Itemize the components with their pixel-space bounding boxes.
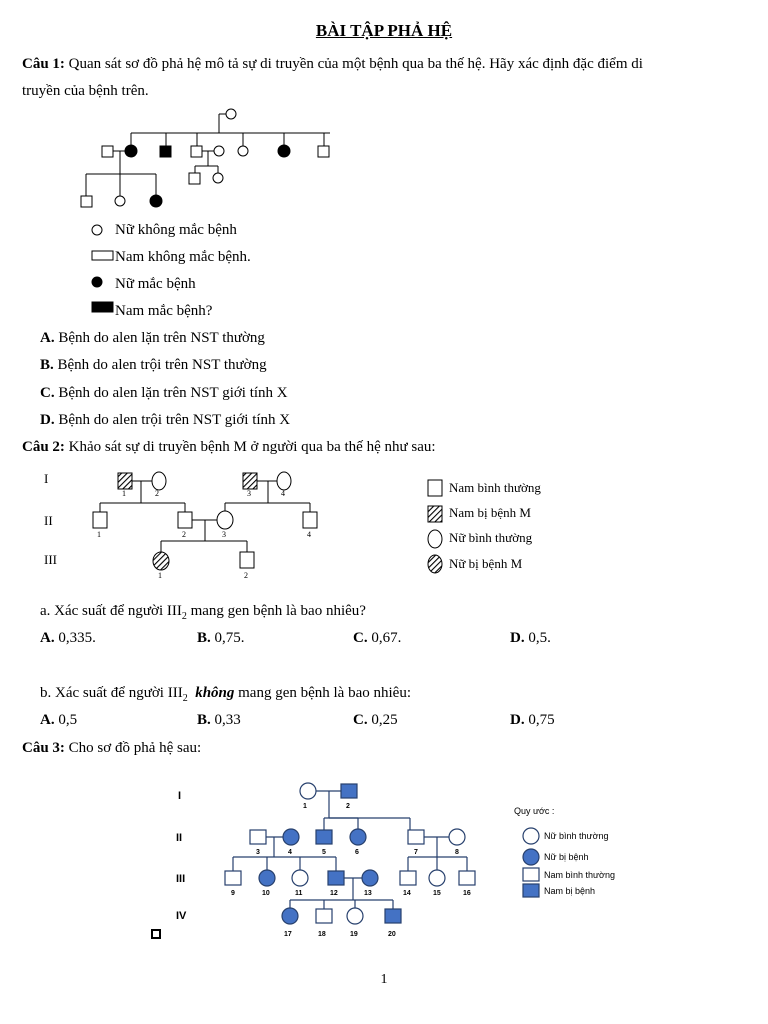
q2a-option-a-key: A. bbox=[40, 630, 55, 646]
q1-label: Câu 1: bbox=[22, 56, 65, 72]
q2a-option-b-text: 0,75. bbox=[214, 630, 245, 646]
q1-option-d-key: D. bbox=[40, 412, 55, 428]
q3-legend-male-normal: Nam bình thường bbox=[544, 870, 615, 880]
q2-gen-3: III bbox=[44, 552, 57, 567]
q2-legend-female-normal: Nữ bình thường bbox=[449, 530, 533, 545]
q3-num-18: 18 bbox=[318, 931, 326, 938]
q1-legend-female-affected: Nữ mắc bệnh bbox=[115, 276, 196, 292]
q1-option-d-text: Bệnh do alen trội trên NST giới tính X bbox=[58, 412, 291, 428]
q1-option-c-key: C. bbox=[40, 385, 55, 401]
q2-text: Khảo sát sự di truyền bệnh M ở người qua ba thế hệ như sau: bbox=[68, 439, 436, 455]
q2b-text-after: mang gen bệnh là bao nhiêu: bbox=[234, 685, 411, 701]
q3-num-1: 1 bbox=[303, 803, 307, 810]
q1-option-a-text: Bệnh do alen lặn trên NST thường bbox=[58, 330, 265, 346]
q1-legend-female-normal: Nữ không mắc bệnh bbox=[115, 222, 237, 238]
q2-gen-2: II bbox=[44, 513, 53, 528]
q2b-option-a-text: 0,5 bbox=[58, 712, 78, 728]
q2a-text-after: mang gen bệnh là bao nhiêu? bbox=[186, 603, 366, 619]
q2-num-ii1: 1 bbox=[97, 530, 101, 539]
q3-num-5: 5 bbox=[322, 849, 326, 856]
page-title: BÀI TẬP PHẢ HỆ bbox=[315, 21, 453, 40]
q2-num-iii2: 2 bbox=[244, 571, 248, 580]
q3-num-13: 13 bbox=[364, 890, 372, 897]
q2b-option-c-key: C. bbox=[353, 712, 368, 728]
q3-num-9: 9 bbox=[231, 890, 235, 897]
q2-num-iii1: 1 bbox=[158, 571, 162, 580]
q2-num-ii3: 3 bbox=[222, 530, 226, 539]
q2-num-ii4: 4 bbox=[307, 530, 311, 539]
q3-num-4: 4 bbox=[288, 849, 292, 856]
q3-text: Cho sơ đồ phả hệ sau: bbox=[68, 740, 202, 756]
q2-legend-male-normal: Nam bình thường bbox=[449, 480, 541, 495]
q3-num-20: 20 bbox=[388, 931, 396, 938]
q1-option-b-text: Bệnh do alen trội trên NST thường bbox=[57, 357, 267, 373]
q3-num-19: 19 bbox=[350, 931, 358, 938]
q1-legend-male-normal: Nam không mắc bệnh. bbox=[115, 249, 251, 265]
q2-num-ii2: 2 bbox=[182, 530, 186, 539]
q2-num-i3: 3 bbox=[247, 489, 251, 498]
q2b-emphasis: không bbox=[195, 685, 235, 701]
q2-num-i4: 4 bbox=[281, 489, 285, 498]
q2-legend-female-affected: Nữ bị bệnh M bbox=[449, 556, 523, 571]
q2b-option-c-text: 0,25 bbox=[371, 712, 398, 728]
q1-option-a-key: A. bbox=[40, 330, 55, 346]
q2b-text-before: b. Xác suất để người III bbox=[40, 685, 183, 701]
q1-text-1: Quan sát sơ đồ phả hệ mô tả sự di truyền của một bệnh qua ba thế hệ. Hãy xác định đặc điểm di bbox=[68, 56, 643, 72]
q2-num-i1: 1 bbox=[122, 489, 126, 498]
q3-gen-4: IV bbox=[176, 910, 187, 922]
q2b-option-d-text: 0,75 bbox=[528, 712, 555, 728]
q2a-text-before: a. Xác suất để người III bbox=[40, 603, 182, 619]
q1-option-b-key: B. bbox=[40, 357, 54, 373]
q3-gen-2: II bbox=[176, 832, 183, 844]
q3-num-11: 11 bbox=[295, 890, 303, 897]
q3-num-12: 12 bbox=[330, 890, 338, 897]
q3-num-15: 15 bbox=[433, 890, 441, 897]
q2b-option-b-key: B. bbox=[197, 712, 211, 728]
q3-num-3: 3 bbox=[256, 849, 260, 856]
q3-num-8: 8 bbox=[455, 849, 459, 856]
q1-option-c-text: Bệnh do alen lặn trên NST giới tính X bbox=[58, 385, 288, 401]
q1-text-2: truyền của bệnh trên. bbox=[22, 83, 149, 99]
q2a-option-c-key: C. bbox=[353, 630, 368, 646]
q3-gen-3: III bbox=[176, 873, 186, 885]
q3-num-16: 16 bbox=[463, 890, 471, 897]
q2b-option-a-key: A. bbox=[40, 712, 55, 728]
q3-num-6: 6 bbox=[355, 849, 359, 856]
q2-label: Câu 2: bbox=[22, 439, 65, 455]
q2a-option-a-text: 0,335. bbox=[58, 630, 96, 646]
q3-legend-title: Quy ước : bbox=[514, 806, 555, 816]
q3-legend-male-affected: Nam bị bệnh bbox=[544, 886, 596, 896]
q1-legend-male-affected: Nam mắc bệnh? bbox=[115, 303, 213, 319]
q3-num-14: 14 bbox=[403, 890, 411, 897]
q2-legend-male-affected: Nam bị bệnh M bbox=[449, 505, 531, 520]
q3-num-17: 17 bbox=[284, 931, 292, 938]
q2b-option-d-key: D. bbox=[510, 712, 525, 728]
q2a-subscript: 2 bbox=[181, 611, 187, 622]
q2b-option-b-text: 0,33 bbox=[214, 712, 241, 728]
q2a-option-d-text: 0,5. bbox=[528, 630, 551, 646]
q3-num-10: 10 bbox=[262, 890, 270, 897]
q3-num-7: 7 bbox=[414, 849, 418, 856]
q2b-subscript: 2 bbox=[182, 693, 188, 704]
q2-gen-1: I bbox=[44, 471, 49, 486]
q3-label: Câu 3: bbox=[22, 740, 65, 756]
q2-num-i2: 2 bbox=[155, 489, 159, 498]
q3-gen-1: I bbox=[178, 790, 182, 802]
q3-legend-female-affected: Nữ bị bệnh bbox=[544, 852, 589, 862]
q3-legend-female-normal: Nữ bình thường bbox=[544, 831, 609, 841]
q2a-option-c-text: 0,67. bbox=[371, 630, 402, 646]
page-number: 1 bbox=[380, 972, 388, 987]
q2a-option-b-key: B. bbox=[197, 630, 211, 646]
q2a-option-d-key: D. bbox=[510, 630, 525, 646]
q3-num-2: 2 bbox=[346, 803, 350, 810]
